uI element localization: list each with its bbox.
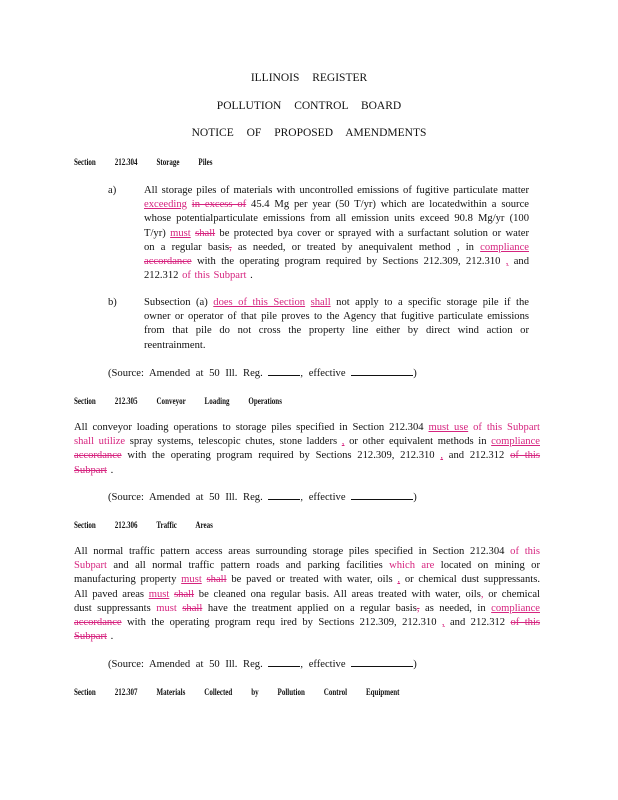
insertion: does of this Section bbox=[213, 297, 306, 308]
section-305-paragraph: All conveyor loading operations to storage piles specified in Section 212.304 must use of this Subpart shall utilize spray systems, telescopic chutes, stone ladders , or other equivalent methods in compliance accordance with the operating program required by Sections 212.309, 212.310 , and 212.312 of this Subpart . bbox=[74, 422, 541, 476]
deletion: shall bbox=[195, 227, 216, 239]
insertion: must bbox=[170, 227, 191, 239]
deletion: , bbox=[416, 602, 420, 614]
section-304-paragraph-b: Subsection (a) does of this Section shall not apply to a specific storage pile if the owner or operator of that pile proves to the Agency that fugitive particulate emissions from that pile do not cross the property line either by direct wind action or reentrainment. bbox=[144, 297, 530, 351]
header-register: ILLINOIS REGISTER bbox=[250, 72, 368, 84]
insertion: , bbox=[480, 588, 484, 600]
insertion: , bbox=[440, 450, 444, 462]
section-305-heading: Section 212.305 Conveyor Loading Operations bbox=[74, 396, 282, 406]
insertion: of this Subpart shall utilize bbox=[74, 422, 541, 448]
section-305-source: (Source: Amended at 50 Ill. Reg. , effective ) bbox=[108, 492, 417, 503]
section-307-heading: Section 212.307 Materials Collected by Pollution Control Equipment bbox=[74, 687, 400, 697]
section-306-source: (Source: Amended at 50 Ill. Reg. , effective ) bbox=[108, 659, 417, 670]
section-304-heading: Section 212.304 Storage Piles bbox=[74, 157, 213, 167]
insertion: , bbox=[397, 574, 401, 586]
insertion: must use bbox=[428, 422, 469, 433]
deletion: accordance bbox=[144, 256, 192, 268]
insertion: must bbox=[156, 602, 177, 614]
insertion: compliance bbox=[491, 436, 540, 448]
insertion: must bbox=[181, 574, 202, 586]
section-304-paragraph-a: All storage piles of materials with uncontrolled emissions of fugitive particulate matter exceeding in excess of 45.4 Mg per year (50 T/yr) which are locatedwithin a source whose potentialparticulate emissions from all emission units exceed 90.8 Mg/yr (100 T/yr) must shall be protected bya cover or sprayed with a surfactant solution or water on a regular basis, as needed, or treated by anequivalent method , in compliance accordance with the operating program required by Sections 212.309, 212.310 , and 212.312 of this Subpart . bbox=[144, 185, 529, 282]
section-306-heading: Section 212.306 Traffic Areas bbox=[74, 520, 213, 530]
insertion: which are bbox=[389, 560, 435, 572]
insertion: , bbox=[441, 617, 445, 629]
section-306-paragraph: All normal traffic pattern access areas surrounding storage piles specified in Section 212.304 of this Subpart and all normal traffic pattern roads and parking facilities which are located on mining or manufacturing property must shall be paved or treated with water, oils , or chemical dust suppressants. All paved areas must shall be cleaned ona regular basis. All areas treated with water, oils, or chemical dust suppressants must shall have the treatment applied on a regular basis, as needed, in compliance accordance with the operating program requ ired by Sections 212.309, 212.310 , and 212.312 of this Subpart . bbox=[74, 546, 541, 643]
insertion: exceeding bbox=[144, 199, 187, 211]
insertion: must bbox=[148, 588, 170, 600]
insertion: of this Subpart bbox=[182, 270, 247, 282]
deletion: , bbox=[229, 241, 232, 253]
deletion: shall bbox=[182, 602, 203, 614]
header-notice: NOTICE OF PROPOSED AMENDMENTS bbox=[191, 127, 427, 139]
deletion: in excess of bbox=[191, 199, 247, 211]
insertion: , bbox=[341, 436, 345, 448]
deletion: of this Subpart bbox=[74, 450, 541, 476]
deletion: shall bbox=[206, 574, 227, 586]
insertion: shall bbox=[310, 297, 331, 308]
deletion: accordance bbox=[74, 617, 122, 629]
insertion: , bbox=[505, 256, 509, 268]
deletion: accordance bbox=[74, 450, 122, 462]
header-board: POLLUTION CONTROL BOARD bbox=[216, 100, 402, 112]
deletion: shall bbox=[174, 588, 195, 600]
subsection-b-label: b) bbox=[108, 297, 117, 308]
subsection-a-label: a) bbox=[108, 185, 117, 196]
insertion: compliance bbox=[480, 241, 529, 253]
section-304-source: (Source: Amended at 50 Ill. Reg. , effective ) bbox=[108, 368, 417, 379]
insertion: compliance bbox=[491, 602, 540, 614]
deletion: of this Subpart bbox=[74, 617, 541, 643]
insertion: of this Subpart bbox=[74, 546, 540, 572]
